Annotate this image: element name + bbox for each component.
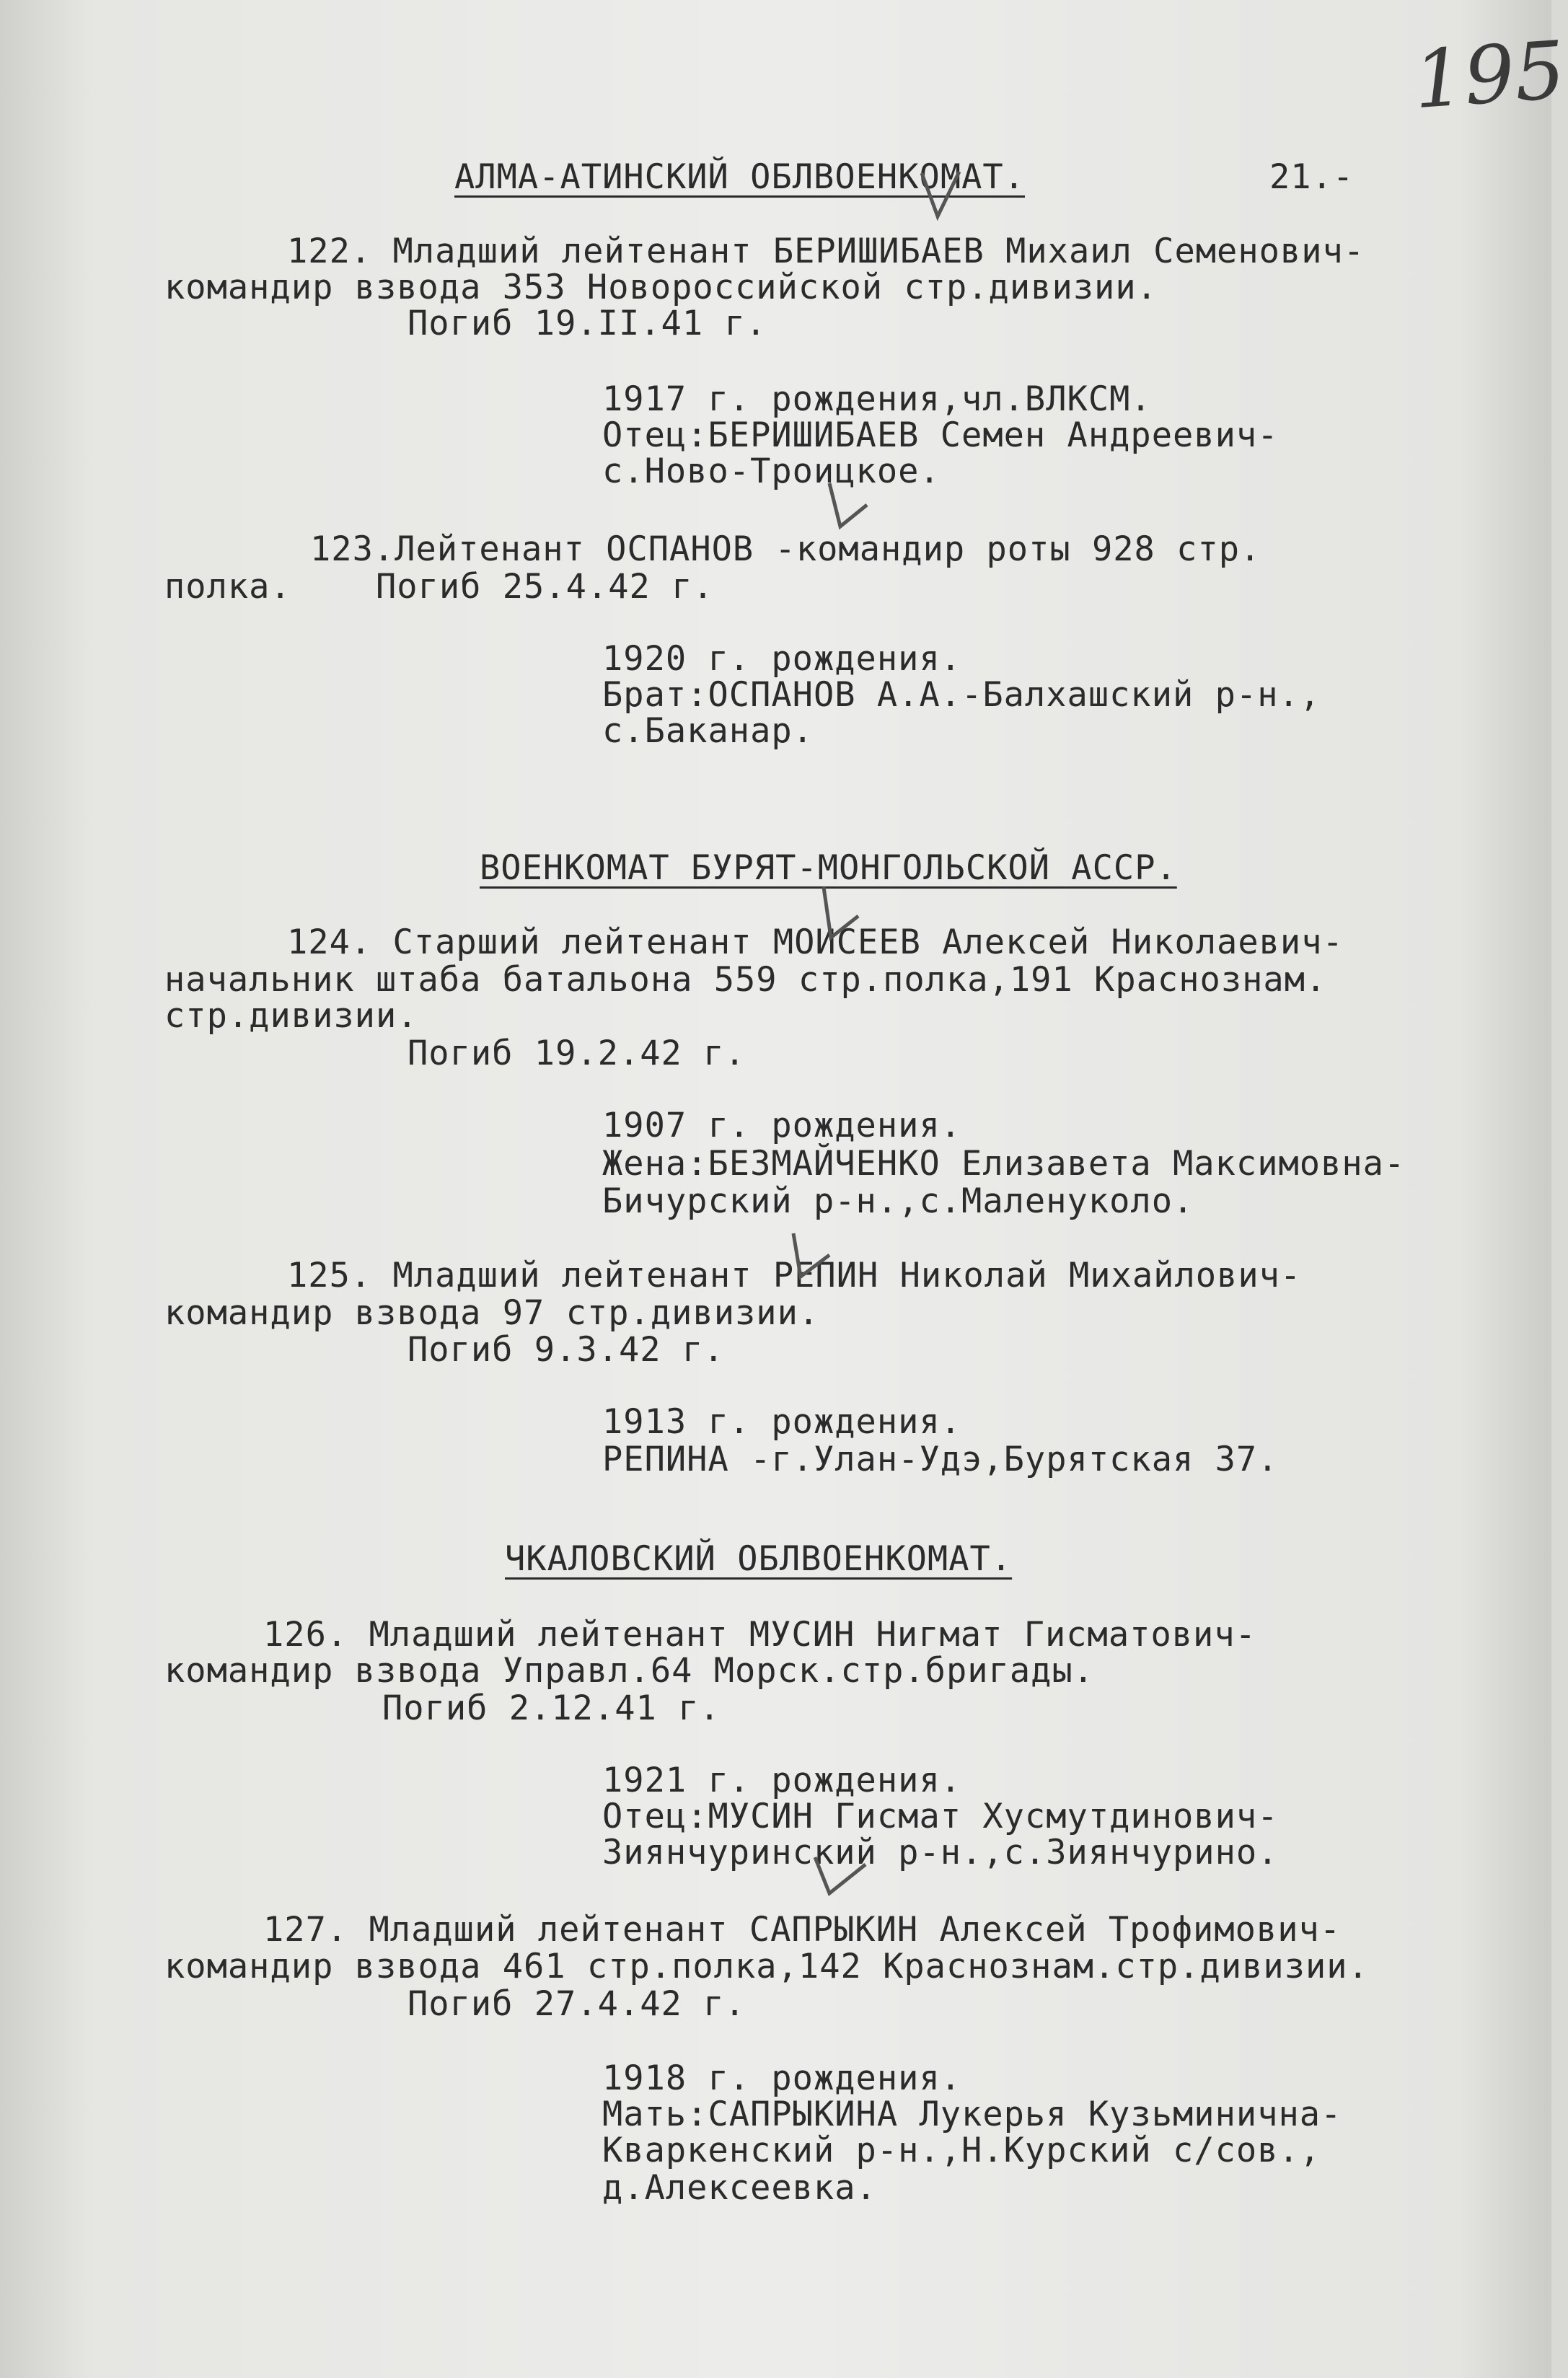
checkmark-icon: [808, 1843, 873, 1901]
entry-127-line-1: 127. Младший лейтенант САПРЫКИН Алексей Трофимович-: [263, 1910, 1342, 1950]
entry-124-detail-1: 1907 г. рождения.: [602, 1106, 962, 1145]
entry-123-detail-1: 1920 г. рождения.: [602, 639, 962, 679]
entry-123-line-2: полка. Погиб 25.4.42 г.: [164, 567, 714, 607]
entry-122-detail-2: Отец:БЕРИШИБАЕВ Семен Андреевич-: [602, 415, 1279, 455]
checkmark-icon: [786, 1219, 837, 1284]
entry-124-detail-2: Жена:БЕЗМАЙЧЕНКО Елизавета Максимовна-: [602, 1144, 1406, 1184]
entry-123-detail-2: Брат:ОСПАНОВ А.А.-Балхашский р-н.,: [602, 675, 1321, 715]
entry-125-detail-2: РЕПИНА -г.Улан-Удэ,Бурятская 37.: [602, 1440, 1279, 1479]
entry-126-detail-2: Отец:МУСИН Гисмат Хусмутдинович-: [602, 1797, 1279, 1836]
entry-127-detail-4: д.Алексеевка.: [602, 2168, 877, 2208]
entry-124-line-4: Погиб 19.2.42 г.: [408, 1034, 746, 1073]
section-heading-chkalov: ЧКАЛОВСКИЙ ОБЛВОЕНКОМАТ.: [505, 1539, 1013, 1579]
entry-127-line-2: командир взвода 461 стр.полка,142 Краснознам.стр.дивизии.: [164, 1947, 1369, 1986]
entry-123-detail-3: с.Баканар.: [602, 711, 814, 751]
entry-124-line-3: стр.дивизии.: [164, 996, 418, 1036]
entry-122-line-1: 122. Младший лейтенант БЕРИШИБАЕВ Михаил Семенович-: [287, 232, 1365, 271]
entry-125-detail-1: 1913 г. рождения.: [602, 1402, 962, 1442]
entry-122-detail-1: 1917 г. рождения,чл.ВЛКСМ.: [602, 379, 1152, 419]
entry-124-detail-3: Бичурский р-н.,с.Маленуколо.: [602, 1181, 1194, 1221]
section-heading-buryat-mongol: ВОЕНКОМАТ БУРЯТ-МОНГОЛЬСКОЙ АССР.: [480, 848, 1177, 888]
entry-122-line-2: командир взвода 353 Новороссийской стр.дивизии.: [164, 268, 1158, 307]
entry-123-line-1: 123.Лейтенант ОСПАНОВ -командир роты 928 стр.: [310, 529, 1261, 569]
checkmark-icon: [822, 469, 873, 534]
entry-126-line-2: командир взвода Управл.64 Морск.стр.бригады.: [164, 1651, 1095, 1691]
checkmark-icon: [815, 866, 866, 945]
entry-122-line-3: Погиб 19.II.41 г.: [408, 304, 767, 343]
entry-127-detail-2: Мать:САПРЫКИНА Лукерья Кузьминична-: [602, 2095, 1342, 2134]
entry-126-line-3: Погиб 2.12.41 г.: [382, 1688, 721, 1728]
entry-124-line-2: начальник штаба батальона 559 стр.полка,191 Краснознам.: [164, 960, 1327, 1000]
checkmark-icon: [916, 166, 966, 224]
entry-125-line-3: Погиб 9.3.42 г.: [408, 1330, 725, 1370]
page-number: 21.-: [1269, 157, 1355, 197]
entry-125-line-1: 125. Младший лейтенант РЕПИН Николай Михайлович-: [287, 1256, 1302, 1295]
entry-124-line-1: 124. Старший лейтенант МОИСЕЕВ Алексей Николаевич-: [287, 922, 1344, 962]
entry-126-detail-1: 1921 г. рождения.: [602, 1761, 962, 1800]
folio-number: 195: [1410, 23, 1568, 127]
entry-127-detail-3: Кваркенский р-н.,Н.Курский с/сов.,: [602, 2131, 1321, 2170]
entry-125-line-2: командир взвода 97 стр.дивизии.: [164, 1293, 820, 1333]
section-heading-alma-ata: АЛМА-АТИНСКИЙ ОБЛВОЕНКОМАТ.: [454, 157, 1026, 197]
entry-122-detail-3: с.Ново-Троицкое.: [602, 452, 941, 491]
entry-126-line-1: 126. Младший лейтенант МУСИН Нигмат Гисматович-: [263, 1615, 1256, 1655]
entry-127-detail-1: 1918 г. рождения.: [602, 2058, 962, 2098]
entry-127-line-3: Погиб 27.4.42 г.: [408, 1984, 746, 2024]
entry-126-detail-3: Зиянчуринский р-н.,с.Зиянчурино.: [602, 1833, 1279, 1872]
